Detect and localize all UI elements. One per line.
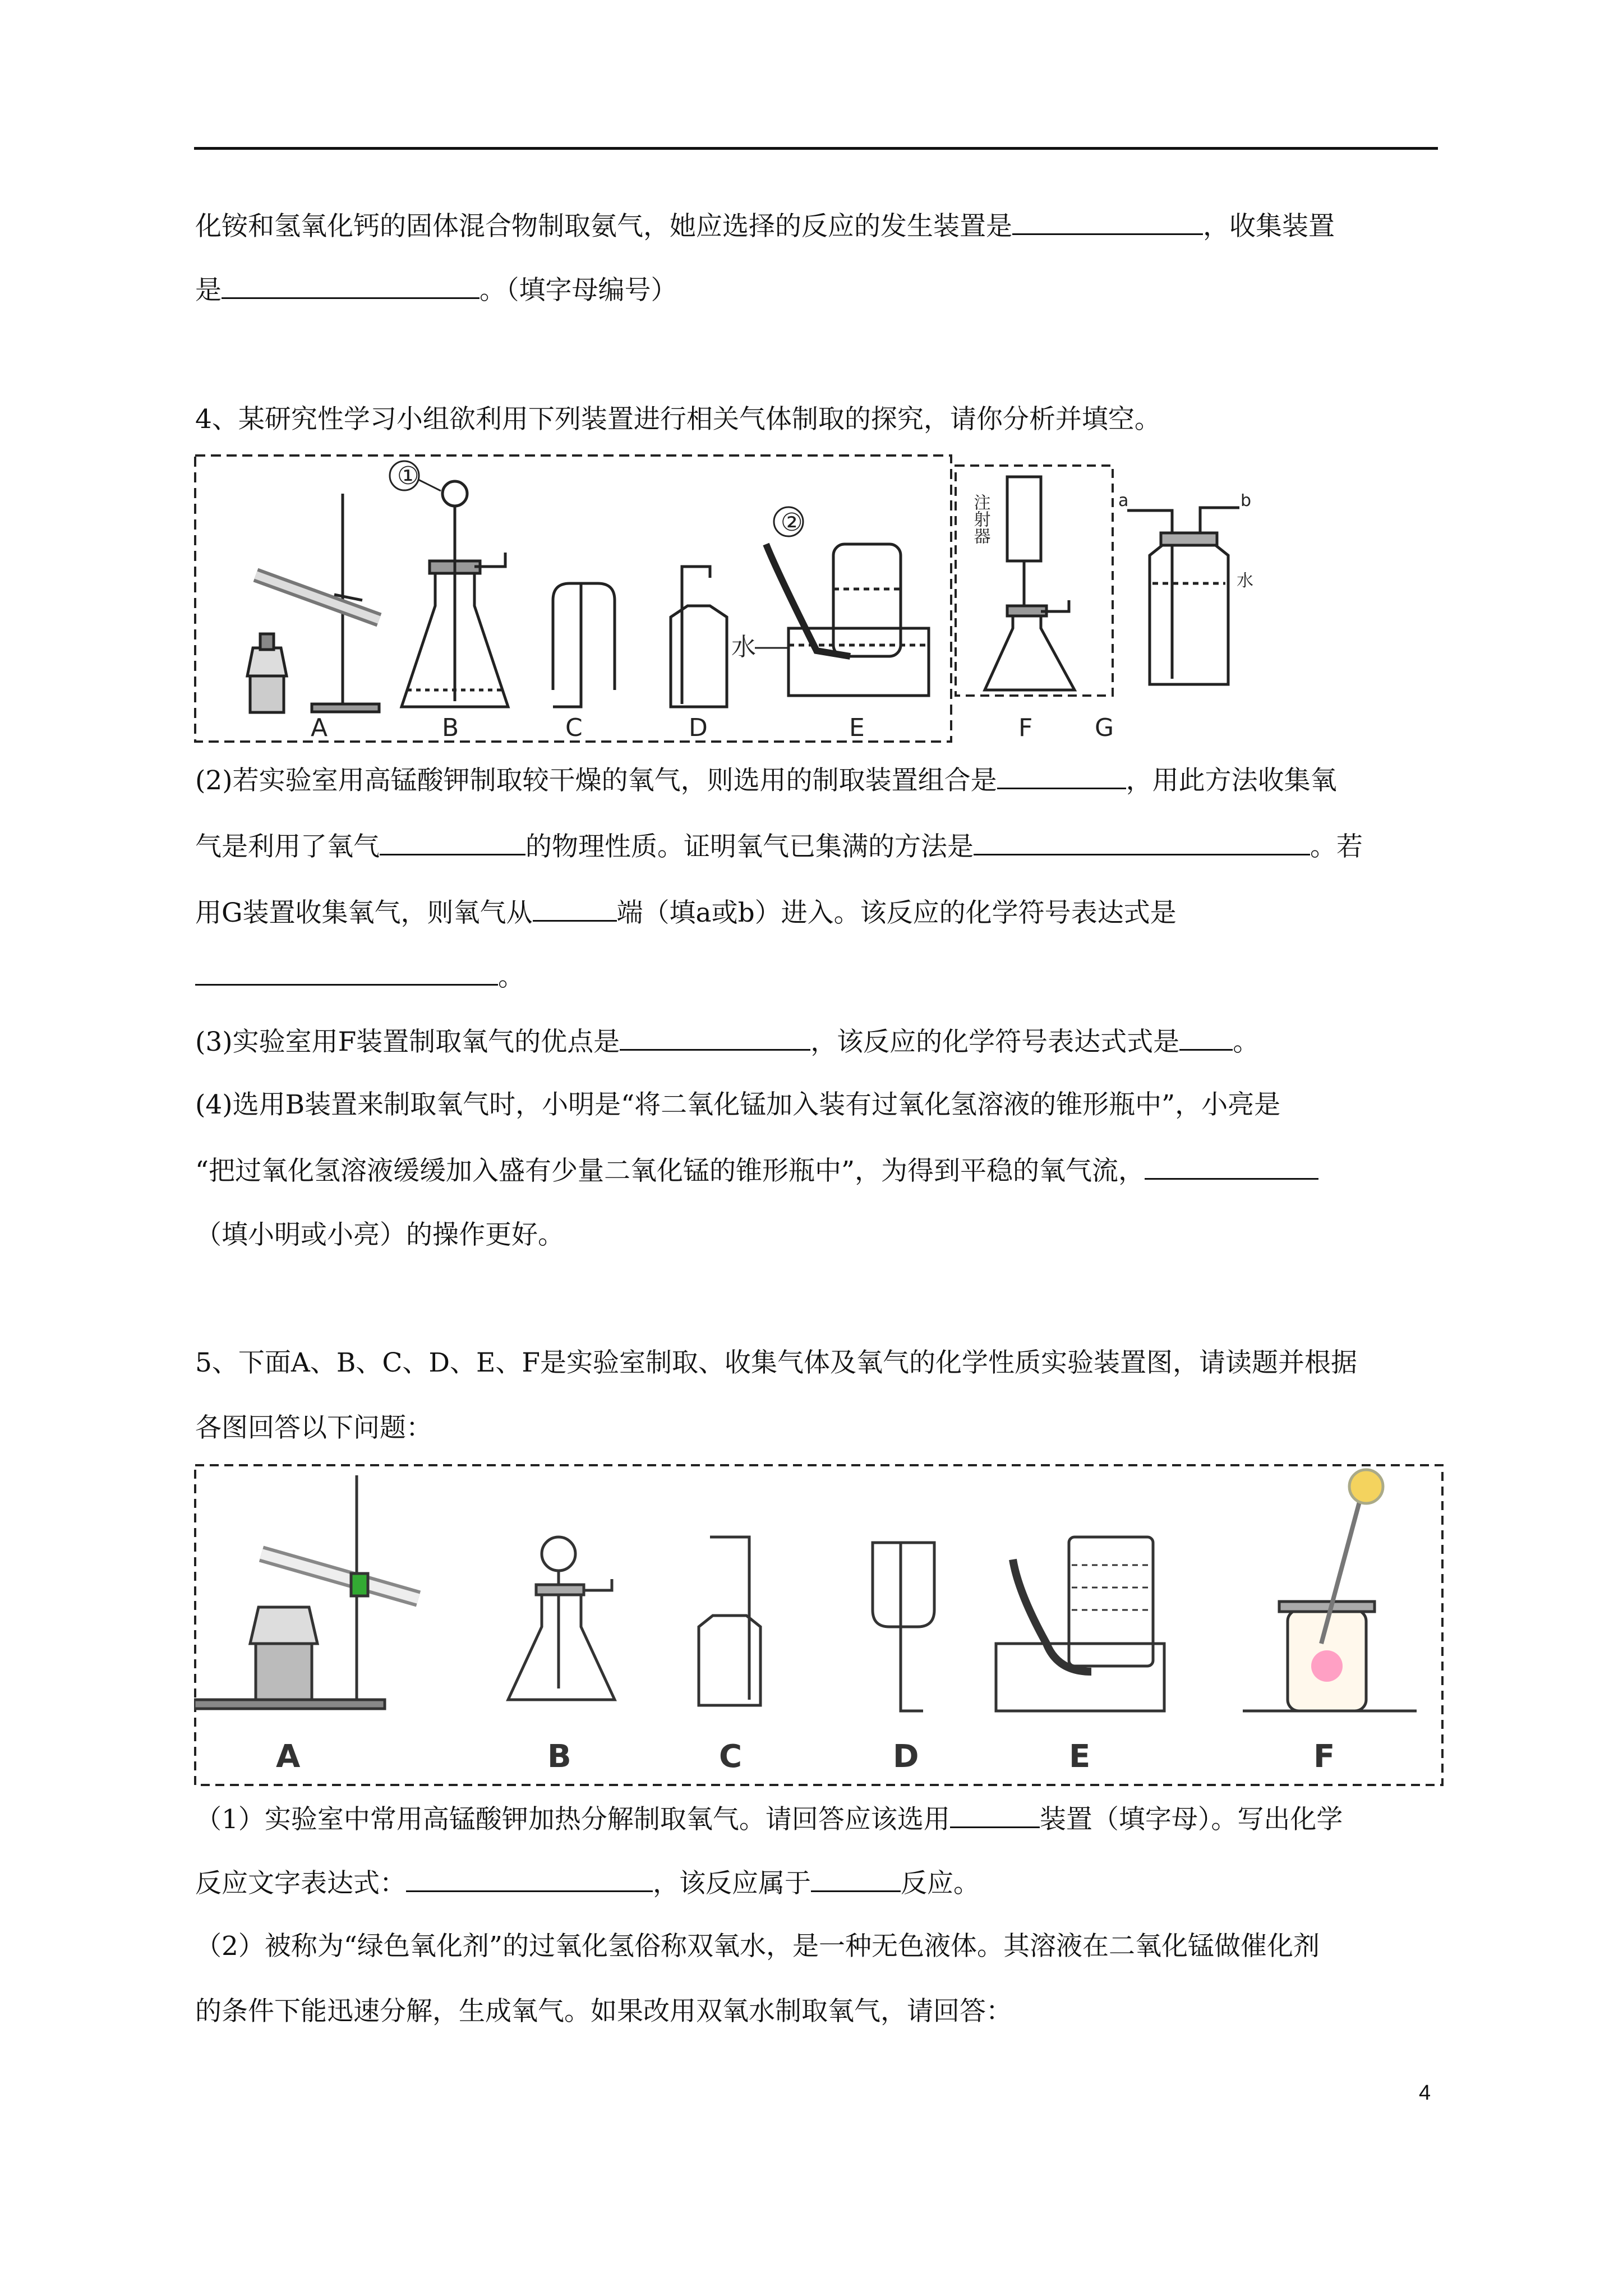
q4-intro: 4、某研究性学习小组欲利用下列装置进行相关气体制取的探究，请你分析并填空。 (195, 404, 1161, 435)
apparatus-b (402, 481, 508, 707)
answer-blank[interactable] (974, 829, 1310, 855)
q5-apparatus-f (1243, 1470, 1417, 1711)
q5-apparatus-d (873, 1543, 934, 1711)
apparatus-a (247, 494, 379, 712)
answer-blank[interactable] (997, 763, 1126, 789)
label-c: C (565, 714, 583, 742)
q5-apparatus-e (996, 1537, 1164, 1711)
answer-blank[interactable] (380, 829, 525, 855)
header-rule (194, 147, 1438, 150)
q5-label-b: B (547, 1738, 571, 1775)
label-f: F (1018, 714, 1033, 742)
q4-apparatus-g (1116, 494, 1262, 696)
q4-p4-line-2 (195, 1153, 1318, 1188)
q5-apparatus-figure (194, 1464, 1445, 1789)
apparatus-d (671, 567, 727, 707)
text: 。 (1233, 1027, 1260, 1057)
answer-blank[interactable] (1179, 1024, 1233, 1051)
q5-label-d: D (893, 1738, 919, 1775)
q4-apparatus-figure (194, 449, 1125, 746)
q5-p2-line-2: 的条件下能迅速分解，生成氧气。如果改用双氧水制取氧气，请回答： (195, 1996, 1012, 2027)
apparatus-f (985, 477, 1075, 690)
q5-p1-line-1 (195, 1802, 1343, 1837)
q5-apparatus-c (699, 1537, 760, 1705)
answer-blank[interactable] (195, 959, 498, 986)
apparatus-c (553, 583, 615, 707)
q4-p2-line-3 (195, 895, 1177, 930)
answer-blank[interactable] (811, 1866, 901, 1892)
q4-p2-line-1 (195, 763, 1337, 798)
q5-label-c: C (719, 1738, 743, 1775)
text: ，该反应属于 (653, 1868, 811, 1899)
answer-blank[interactable] (533, 895, 617, 922)
text: 。 (498, 961, 524, 992)
label-a: A (311, 714, 328, 742)
callout-1: ① (397, 462, 419, 490)
q5-apparatus-a (194, 1475, 418, 1709)
q3-line-2 (195, 273, 677, 307)
q4-p2-line-4 (195, 959, 524, 994)
q5-p1-line-2 (195, 1866, 980, 1901)
text: 反应。 (901, 1868, 980, 1899)
text: （1）实验室中常用高锰酸钾加热分解制取氧气。请回答应该选用 (195, 1804, 950, 1835)
q5-intro-1: 5、下面A、B、C、D、E、F是实验室制取、收集气体及氧气的化学性质实验装置图，请读题并根据 (195, 1347, 1357, 1378)
text: 化铵和氢氧化钙的固体混合物制取氨气，她应选择的反应的发生装置是 (195, 211, 1012, 242)
answer-blank[interactable] (1012, 209, 1203, 235)
text: 反应文字表达式： (195, 1868, 406, 1899)
q4-p2-line-2 (195, 829, 1363, 864)
text: 的物理性质。证明氧气已集满的方法是 (525, 831, 974, 862)
page-number: 4 (1419, 2081, 1431, 2105)
q5-label-e: E (1069, 1738, 1091, 1775)
q5-p2-line-1: （2）被称为“绿色氧化剂”的过氧化氢俗称双氧水，是一种无色液体。其溶液在二氧化锰做催化剂 (195, 1931, 1320, 1962)
label-e: E (849, 714, 865, 742)
q4-p4-line-3: （填小明或小亮）的操作更好。 (195, 1220, 564, 1250)
label-d: D (689, 714, 708, 742)
port-a-label: a (1118, 494, 1129, 510)
answer-blank[interactable] (406, 1866, 653, 1892)
text: “把过氧化氢溶液缓缓加入盛有少量二氧化锰的锥形瓶中”，为得到平稳的氧气流， (195, 1156, 1145, 1186)
text: 。若 (1310, 831, 1363, 862)
q5-apparatus-b (508, 1537, 615, 1700)
text: 气是利用了氧气 (195, 831, 380, 862)
q3-line-1 (195, 209, 1335, 243)
answer-blank[interactable] (1145, 1153, 1318, 1180)
text: 端（填a或b）进入。该反应的化学符号表达式是 (616, 898, 1177, 928)
label-b: B (442, 714, 459, 742)
text: (3)实验室用F装置制取氧气的优点是 (195, 1027, 620, 1057)
answer-blank[interactable] (620, 1024, 810, 1051)
text: ，用此方法收集氧 (1126, 765, 1337, 796)
text: 用G装置收集氧气，则氧气从 (195, 898, 533, 928)
q5-label-f: F (1313, 1738, 1335, 1775)
water-label-g: 水 (1237, 571, 1253, 591)
text: 。（填字母编号） (479, 275, 677, 306)
text: 装置（填字母）。写出化学 (1039, 1804, 1343, 1835)
text: ，该反应的化学符号表达式式是 (810, 1027, 1180, 1057)
syringe-label: 注射器 (970, 494, 990, 544)
answer-blank[interactable] (222, 273, 479, 299)
text: ，收集装置 (1203, 211, 1335, 242)
answer-blank[interactable] (950, 1802, 1040, 1828)
callout-2: ② (781, 508, 803, 537)
q4-p4-line-1: (4)选用B装置来制取氧气时，小明是“将二氧化锰加入装有过氧化氢溶液的锥形瓶中”，小亮是 (195, 1089, 1281, 1120)
text: 是 (195, 275, 222, 306)
label-g: G (1095, 714, 1114, 742)
q5-intro-2: 各图回答以下问题： (195, 1412, 432, 1443)
q4-p3 (195, 1024, 1259, 1059)
port-b-label: b (1241, 494, 1252, 510)
q5-label-a: A (276, 1738, 301, 1775)
text: (2)若实验室用高锰酸钾制取较干燥的氧气，则选用的制取装置组合是 (195, 765, 997, 796)
apparatus-e (766, 544, 929, 696)
water-label: 水 (731, 633, 756, 661)
